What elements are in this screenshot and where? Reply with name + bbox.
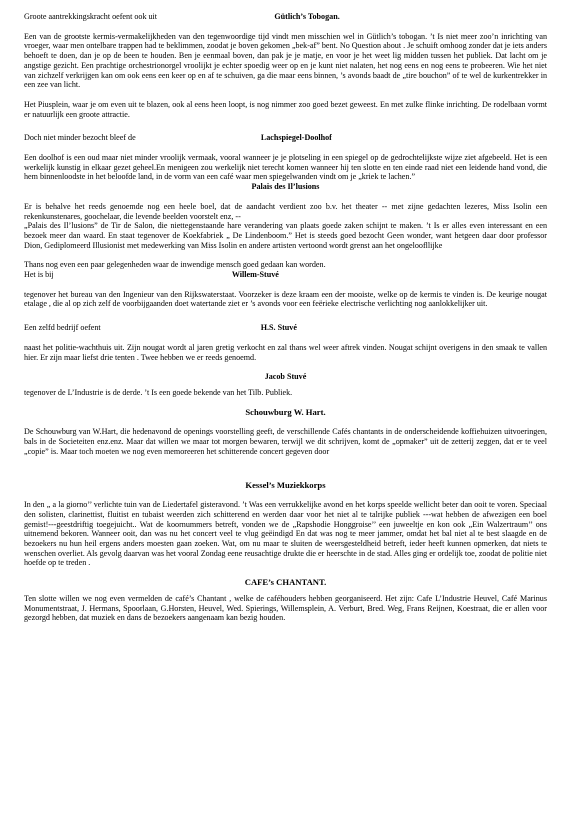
willem-intro-text: Het is bij [24, 270, 54, 280]
jacob-paragraph: tegenover de L’Industrie is de derde. ’t Is een goede bekende van het Tilb. Publiek. [24, 387, 293, 397]
tobogan-heading-row [24, 12, 547, 22]
piusplein-paragraph: Het Piusplein, waar je om even uit te blazen, ook al eens heen loopt, is nog nimmer zoo goed bezet geweest. En met zulke flinke inrichting. De rodelbaan vormt er natuurlijk een groote attractie. [24, 99, 547, 119]
schouwburg-heading: Schouwburg W. Hart. [245, 406, 326, 417]
tobogan-heading: Gütlich’s Tobogan. [274, 12, 340, 21]
chantant-paragraph: Ten slotte willen we nog even vermelden de café’s Chantant , welke de caféhouders hebben georganiseerd. Het zijn: Cafe L’Industrie Heuvel, Café Marinus Monumentstraat, J. Hermans, Spoorlaan, G.Horsten, Heuvel, Wed. Spierings, Willemsplein, A. Verburt, Bred. Weg, Frans Reijnen, Koestraat, die er allen voor gezorgd hebben, dat muziek en dans de bezoekers aangenaam kan bezig houden. [24, 593, 547, 623]
doolhof-heading: Lachspiegel-Doolhof [260, 133, 332, 143]
willem-heading: Willem-Stuvé [231, 270, 279, 280]
kessel-heading: Kessel’s Muziekkorps [245, 479, 326, 490]
doolhof-heading-row [24, 133, 547, 143]
palais-paragraph-3: Thans nog even een paar gelegenheden waar de inwendige mensch goed gedaan kan worden. [24, 260, 326, 270]
doolhof-paragraph: Een doolhof is een oud maar niet minder vroolijk vermaak, vooral wanneer je je plotseling in een spiegel op de gedrochtelijkste wijze ziet afgebeeld. Het is een werkelijk kunstig in elkaar gezet geheel.En menigeen zou werkelijk niet terecht komen wanneer hij ten slotte en ten einde raad niet een leidende hand vond, die hem binnenloodste in het beloofde land, in de vorm van een café waar men spiegelwanden vindt om je „kriek te lachen.” [24, 153, 547, 182]
schouwburg-paragraph: De Schouwburg van W.Hart, die hedenavond de openings voorstelling geeft, de verschillende Cafés chantants in de onderscheidende koffiehuizen uitvoeringen, bals in de Societeiten enz.enz. Maar dat willen we maar tot morgen bewaren, terwijl we dit schrijven, komt de „opmaker” uit de zetterij zeggen, dat er te veel „copie” is. Maar toch moeten we nog even memoreeren het schitterende concert gegeven door [24, 427, 547, 456]
chantant-heading: CAFE’s CHANTANT. [244, 577, 327, 588]
hs-intro-text: Een zelfd bedrijf oefent [24, 323, 101, 333]
willem-heading-row [24, 270, 547, 280]
tobogan-paragraph: Een van de grootste kermis-vermakelijkheden van den tegenwoordige tijd vindt men misschien wel in Gütlich’s tobogan. ’t Is niet meer zoo’n inrichting van vroeger, waar men ontelbare trappen had te beklimmen, zoodat je boven gekomen „bek-af” bent. No Question about . Je schuift omhoog zonder dat je iets anders behoeft te doen, dan je op de been te houden. Ben je eenmaal boven, dan pak je je matje, en voor je het weet lig midden tussen het publiek. Dat lacht om je angstige gezicht. Een prachtige orchestrionorgel vroolijkt je echter spoedig weer op en je kunt niet nalaten, het nog eens en nog eens te probeeren. Wie het niet van zichzelf verkrijgen kan om ook eens een keer op en af te schuiven, ga die maar eens binnen, ’s avonds baadt de „tire bouchon” of te wel de kurkentrekker in een zee van licht. [24, 31, 547, 90]
palais-heading: Palais des Il’lusions [251, 182, 320, 192]
hs-heading: H.S. Stuvé [260, 323, 297, 333]
palais-paragraph-1: Er is behalve het reeds genoemde nog een heele boel, dat de aandacht verdient zoo b.v. het theater -- met zijne gedachten lezeres, Miss Isolin een rekenkunstenares, goochelaar, die levende beelden voorstelt enz, -- [24, 201, 547, 221]
kessel-paragraph: In den „ a la giorno’’ verlichte tuin van de Liedertafel gisteravond. ’t Was een verrukkelijke avond en het korps speelde wellicht beter dan ooit te voren. Speciaal den solisten, clarinettist, fluitist en tubaist weerden zich schitterend en werden daar voor het niet al te talrijke publiek ---wat hebben de afwezigen een boel gemist!---geestdriftig toegejuicht.. Wat de koornummers betreft, vonden we de „Rapshodie Honggroise’’ een juweeltje en kon ook „Ein Walzertraum’’ ons uitnemend bekoren. Wanneer ooit, dan was nu het concert veel te vlug geëindigd En dat was nog te meer jammer, omdat het bal niet al te best slaagde en de bezoekers nu hun heil ergens anders moesten gaan zoeken. Wat, om nu maar te sluiten de weersgesteldheid betreft, ieder heeft kunnen opmerken, dat niets te wenschen overliet. Als gevolg daarvan was het vooral Zondag eene reusachtige drukte die er heerschte in de stad. Alles ging er ordelijk toe, zoodat de politie niet hoefde op te treden . [24, 500, 547, 568]
willem-paragraph: tegenover het bureau van den Ingenieur van den Rijkswaterstaat. Voorzeker is deze kraam een der mooiste, welke op de kermis te vinden is. De keurige nougat etalage , die al op zich zelf de voorbijgaanden doet watertande ziet er ’s avonds voor een feëriеke electrische verlichting nog aanlokkelijker uit. [24, 289, 547, 309]
tobogan-intro-text: Groote aantrekkingskracht oefent ook uit [24, 12, 158, 21]
hs-paragraph: naast het politie-wachthuis uit. Zijn nougat wordt al jaren gretig verkocht en zal thans wel weer aftrek vinden. Nougat schijnt overigens in den smaak te vallen hier. Er zijn maar liefst drie tenten . Twee hebben we er reeds genoemd. [24, 342, 547, 362]
doolhof-intro-text: Doch niet minder bezocht bleef de [24, 133, 136, 143]
palais-paragraph-2: „Palais des Il’lusions” de Tir de Salon, die niettegenstaande hare verandering van plaats goede zaken schijnt te maken. ’t Is er alles even interessant en een bezoek meer dan waard. En staat tegenover de Koekfabriek „ De Lindenboom.” Het is steeds goed bezocht Geen wonder, want hetgeen daar door professor Dion, Gediplomeerd Illusionist met medewerking van Miss Isolin en andere artisten vertoond wordt grenst aan het ongeloofllijke [24, 221, 547, 250]
hs-heading-row [24, 323, 547, 333]
jacob-heading: Jacob Stuvé [264, 372, 307, 382]
